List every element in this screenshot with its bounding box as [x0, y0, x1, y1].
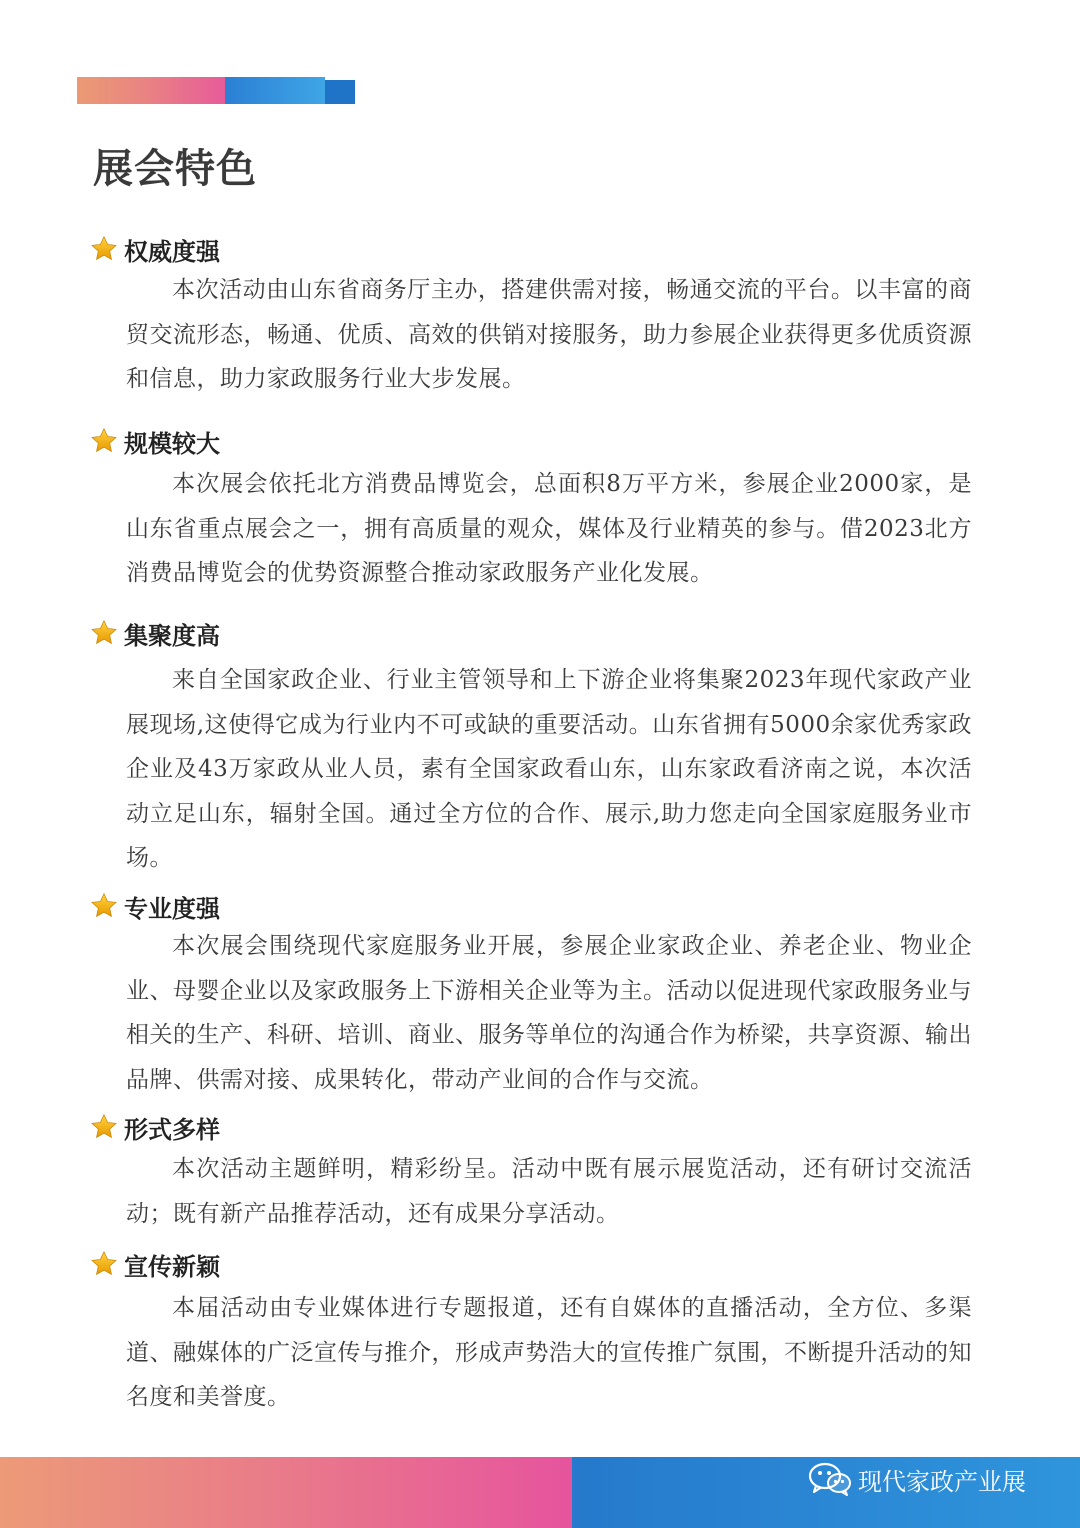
section-heading [90, 1247, 220, 1281]
section-heading [90, 889, 220, 923]
star-icon [90, 235, 118, 263]
footer-brand [808, 1462, 1026, 1496]
footer-brand-text: 现代家政产业展 [858, 1467, 1026, 1496]
top-bar-blue-segment [225, 77, 325, 104]
section-title: 专业度强 [124, 894, 220, 923]
section-title: 权威度强 [124, 237, 220, 266]
bottom-bar-pink-segment [0, 1457, 572, 1528]
top-bar-dark-blue-segment [325, 80, 355, 104]
section-body: 本次展会依托北方消费品博览会，总面积8万平方米，参展企业2000家，是山东省重点展会之一，拥有高质量的观众，媒体及行业精英的参与。借2023北方消费品博览会的优势资源整合推动家政服务产业化发展。 [126, 471, 972, 586]
section-body: 来自全国家政企业、行业主管领导和上下游企业将集聚2023年现代家政产业展现场,这使得它成为行业内不可或缺的重要活动。山东省拥有5000余家优秀家政企业及43万家政从业人员，素有全国家政看山东，山东家政看济南之说，本次活动立足山东，辐射全国。通过全方位的合作、展示,助力您走向全国家庭服务业市场。 [126, 667, 972, 871]
wechat-icon [808, 1462, 852, 1496]
section-title: 宣传新颖 [124, 1252, 220, 1281]
section-title: 集聚度高 [124, 621, 220, 650]
top-decorative-bar [77, 77, 355, 104]
star-icon [90, 1113, 118, 1141]
top-bar-pink-segment [77, 77, 225, 104]
section-body: 本次活动由山东省商务厅主办，搭建供需对接，畅通交流的平台。以丰富的商贸交流形态，畅通、优质、高效的供销对接服务，助力参展企业获得更多优质资源和信息，助力家政服务行业大步发展。 [126, 277, 972, 392]
star-icon [90, 619, 118, 647]
star-icon [90, 1250, 118, 1278]
section-title: 规模较大 [124, 429, 220, 458]
star-icon [90, 427, 118, 455]
section-body: 本次展会围绕现代家庭服务业开展，参展企业家政企业、养老企业、物业企业、母婴企业以及家政服务上下游相关企业等为主。活动以促进现代家政服务业与相关的生产、科研、培训、商业、服务等单位的沟通合作为桥梁，共享资源、输出品牌、供需对接、成果转化，带动产业间的合作与交流。 [126, 933, 972, 1093]
section-heading [90, 232, 220, 266]
section-body: 本届活动由专业媒体进行专题报道，还有自媒体的直播活动，全方位、多渠道、融媒体的广泛宣传与推介，形成声势浩大的宣传推广氛围，不断提升活动的知名度和美誉度。 [126, 1295, 972, 1410]
star-icon [90, 892, 118, 920]
section-body: 本次活动主题鲜明，精彩纷呈。活动中既有展示展览活动，还有研讨交流活动；既有新产品推荐活动，还有成果分享活动。 [126, 1156, 972, 1227]
section-heading [90, 616, 220, 650]
section-heading [90, 1110, 220, 1144]
section-title: 形式多样 [124, 1115, 220, 1144]
section-heading [90, 424, 220, 458]
page-title: 展会特色 [93, 146, 257, 192]
